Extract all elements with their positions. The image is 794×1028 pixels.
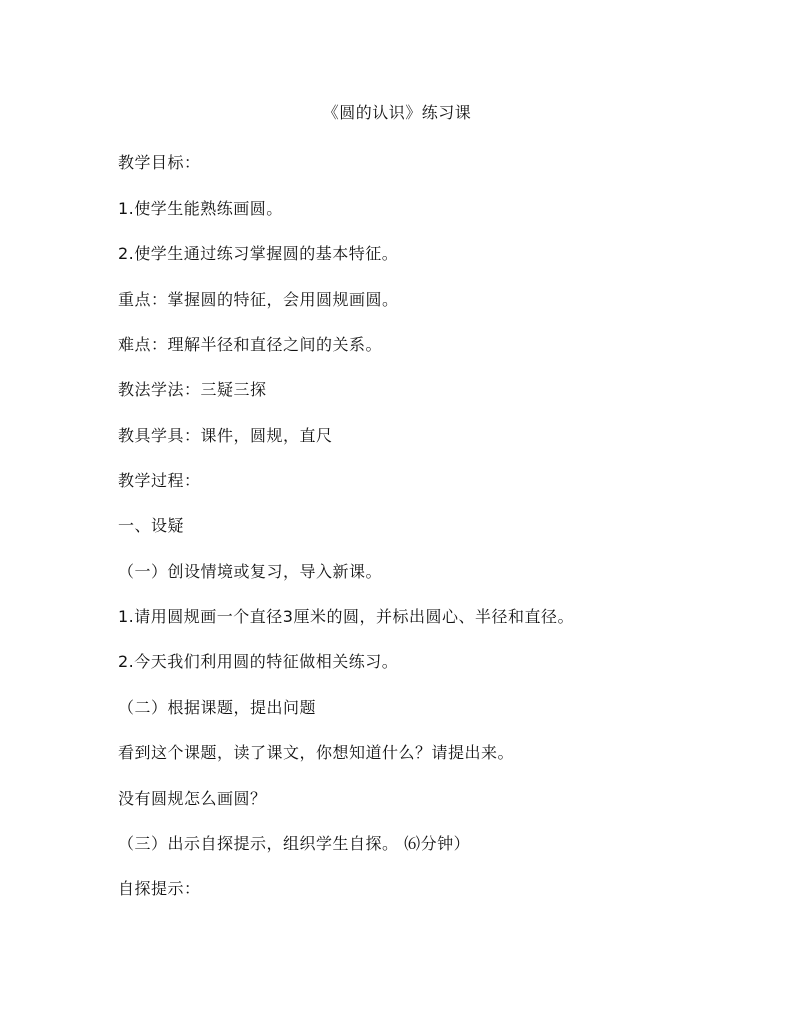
- text-line: 教具学具：课件，圆规，直尺: [118, 426, 333, 445]
- text-line: （一）创设情境或复习，导入新课。: [118, 562, 383, 581]
- text-line: 没有圆规怎么画圆？: [118, 789, 267, 808]
- text-line: 1.请用圆规画一个直径3厘米的圆，并标出圆心、半径和直径。: [118, 607, 574, 626]
- text-line: 一、设疑: [118, 516, 185, 535]
- text-line: 1.使学生能熟练画圆。: [118, 199, 283, 218]
- text-line: 重点：掌握圆的特征，会用圆规画圆。: [118, 290, 399, 309]
- text-line: 看到这个课题，读了课文，你想知道什么？请提出来。: [118, 743, 515, 762]
- text-line: 教法学法：三疑三探: [118, 380, 267, 399]
- text-line: 教学目标：: [118, 153, 201, 172]
- text-line: 难点：理解半径和直径之间的关系。: [118, 335, 383, 354]
- text-line: 2.今天我们利用圆的特征做相关练习。: [118, 652, 399, 671]
- text-line: 自探提示：: [118, 879, 201, 898]
- text-line: 2.使学生通过练习掌握圆的基本特征。: [118, 244, 399, 263]
- text-line: （二）根据课题，提出问题: [118, 698, 317, 717]
- text-line: 教学过程：: [118, 471, 201, 490]
- document-title: 《圆的认识》练习课: [322, 103, 472, 122]
- text-line: （三）出示自探提示，组织学生自探。 ⑹分钟）: [118, 834, 471, 853]
